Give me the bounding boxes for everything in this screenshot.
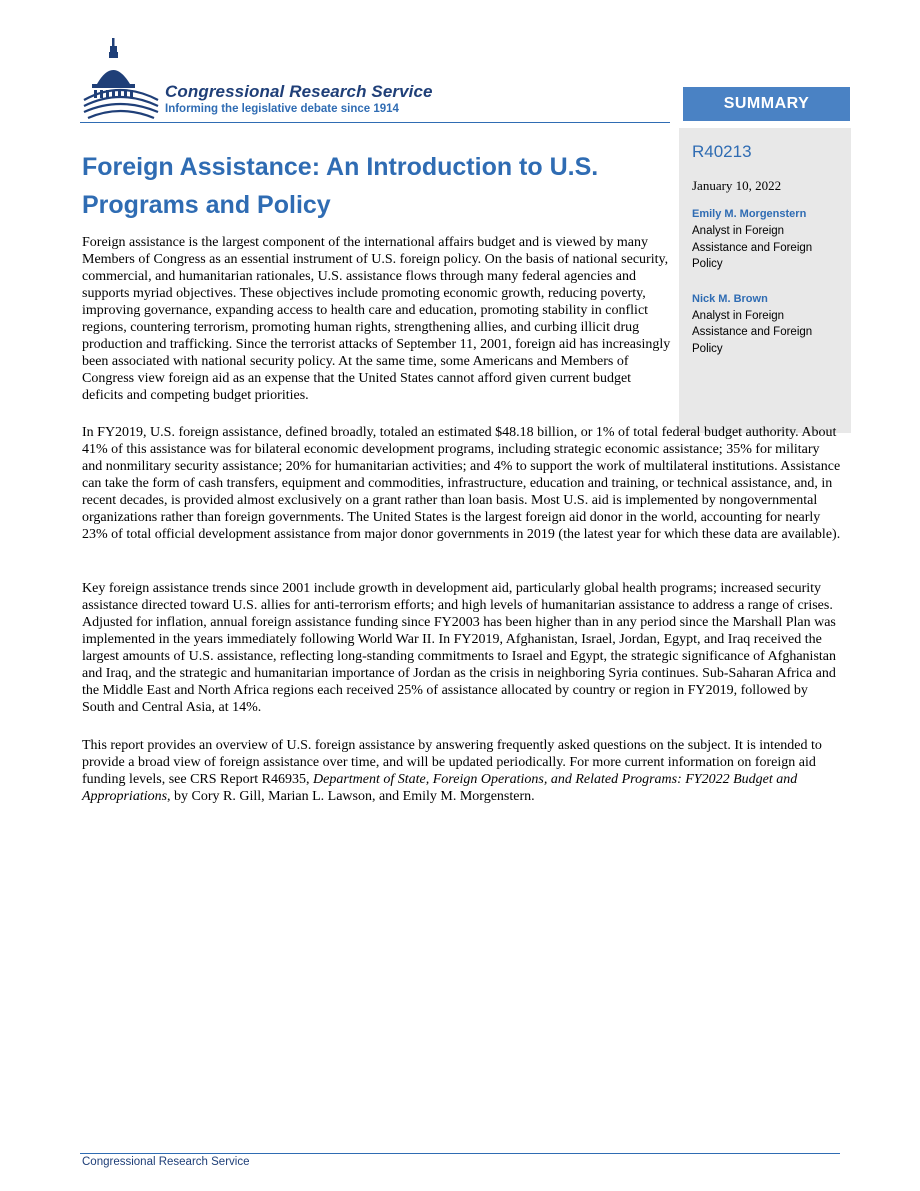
- org-name: Congressional Research Service: [165, 82, 433, 101]
- summary-paragraph-2: In FY2019, U.S. foreign assistance, defined broadly, totaled an estimated $48.18 billion, or 1% of total federal budget authority. About 41% of this assistance was for bilateral economic development programs, including strategic economic assistance; 35% for military and nonmilitary security assistance; 20% for humanitarian activities; and 4% to support the work of multilateral institutions. Assistance can take the form of cash transfers, equipment and commodities, infrastructure, education and training, or technical assistance, and, in recent decades, is provided almost exclusively on a grant rather than loan basis. Most U.S. aid is implemented by nongovernmental organizations rather than foreign governments. The United States is the largest foreign aid donor in the world, accounting for nearly 23% of total official development assistance from major donor governments in 2019 (the latest year for which these data are available).: [82, 425, 841, 542]
- header-divider: [80, 122, 670, 123]
- footer-divider: [80, 1153, 840, 1154]
- author-block: [692, 293, 851, 358]
- summary-paragraph-3: Key foreign assistance trends since 2001 include growth in development aid, particularly global health programs; increased security assistance directed toward U.S. allies for anti-terrorism efforts; and high levels of humanitarian assistance to address a range of crises. Adjusted for inflation, annual foreign assistance funding since FY2003 has been higher than in any period since the Marshall Plan was implemented in the years immediately following World War II. In FY2019, Afghanistan, Israel, Jordan, Egypt, and Iraq received the largest amounts of U.S. assistance, reflecting long-standing commitments to Israel and Egypt, the strategic significance of Afghanistan and Iraq, and the strategic and humanitarian importance of Jordan as the crisis in neighboring Syria continues. Sub-Saharan Africa and the Middle East and North Africa regions each received 25% of assistance allocated by country or region in FY2019, followed by South and Central Asia, at 14%.: [82, 581, 836, 715]
- summary-paragraph-4: [82, 737, 842, 805]
- capitol-dome-icon: [80, 34, 162, 124]
- summary-paragraph-1: Foreign assistance is the largest component of the international affairs budget and is viewed by many Members of Congress as an essential instrument of U.S. foreign policy. On the basis of national security, commercial, and humanitarian rationales, U.S. assistance flows through many federal agencies and supports myriad objectives. These objectives include promoting economic growth, reducing poverty, improving governance, expanding access to health care and education, promoting stability in conflict regions, countering terrorism, promoting human rights, strengthening allies, and curbing illicit drug production and trafficking. Since the terrorist attacks of September 11, 2001, foreign aid has increasingly been associated with national security policy. At the same time, some Americans and Members of Congress view foreign aid as an expense that the United States cannot afford given current budget deficits and competing budget priorities.: [82, 235, 671, 403]
- report-title: Foreign Assistance: An Introduction to U.S. Programs and Policy: [82, 153, 599, 219]
- author-title: Analyst in Foreign Assistance and Foreign Policy: [692, 225, 813, 270]
- author-name: Nick M. Brown: [692, 292, 768, 305]
- author-name: Emily M. Morgenstern: [692, 208, 807, 220]
- summary-label: SUMMARY: [683, 87, 850, 121]
- org-tagline: Informing the legislative debate since 1914: [165, 103, 399, 115]
- paragraph-text: , by Cory R. Gill, Marian L. Lawson, and Emily M. Morgenstern.: [167, 789, 535, 804]
- author-block: [692, 208, 851, 273]
- author-title: Analyst in Foreign Assistance and Foreign Policy: [692, 309, 813, 355]
- report-number: R40213: [692, 142, 752, 161]
- paragraph-text: This report provides an overview of U.S. foreign assistance by answering frequently asked questions on the subject. It is intended to provide a broad view of foreign assistance over time, and will be updated periodically. For more current information on foreign aid funding levels, see CRS Report R46935,: [82, 738, 822, 787]
- footer-text: Congressional Research Service: [82, 1156, 250, 1168]
- report-sidebar: [679, 128, 851, 433]
- crs-logo: [80, 34, 480, 124]
- cited-report-title: Department of State, Foreign Operations, and Related Programs: FY2022 Budget and Appropriations: [82, 772, 798, 804]
- report-date: January 10, 2022: [692, 178, 782, 193]
